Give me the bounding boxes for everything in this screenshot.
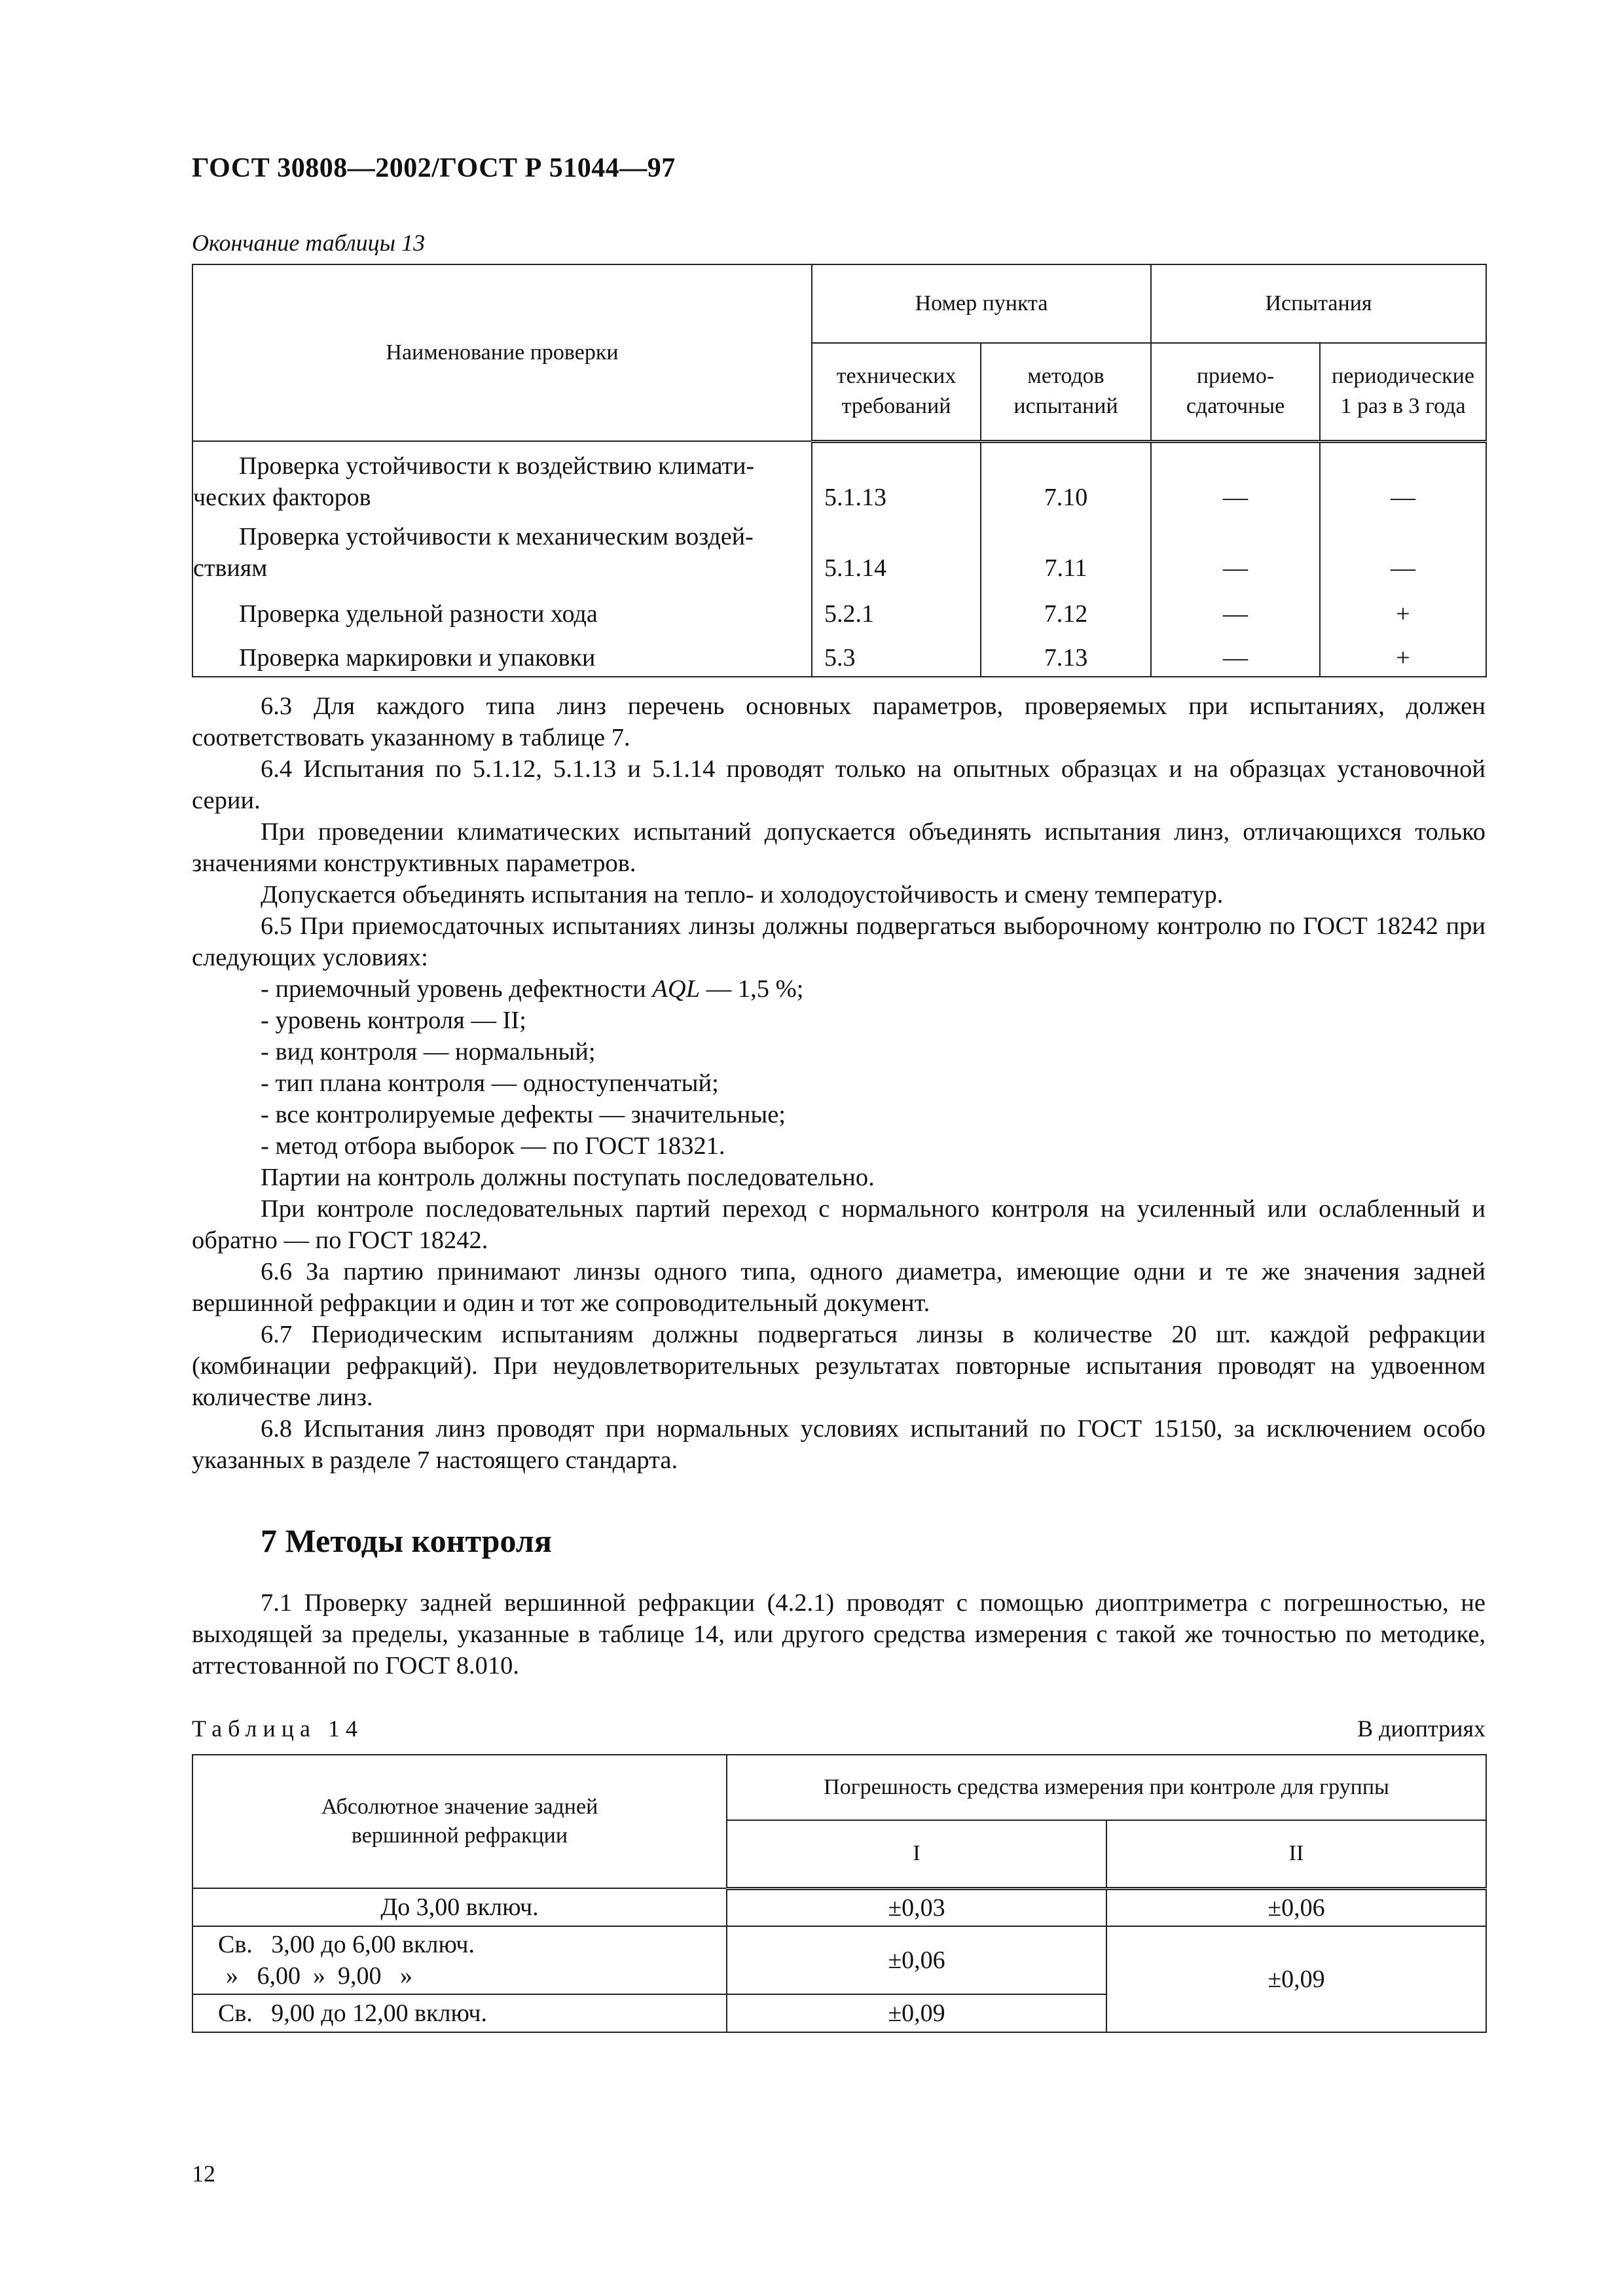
paragraph-6-4-b: При проведении климатических испытаний допускается объединять испытания линз, отличающихся только значениями конструктивных параметров. bbox=[192, 818, 1486, 877]
paragraph-6-5-b: Партии на контроль должны поступать последовательно. bbox=[261, 1164, 875, 1191]
table-row: Проверка устойчивости к механическим воздей-ствиям 5.1.14 7.11 — — bbox=[192, 513, 1486, 584]
page-number: 12 bbox=[192, 2161, 215, 2187]
table-13 bbox=[192, 264, 1487, 677]
table-row: Св. 3,00 до 6,00 включ. » 6,00 » 9,00 » ±0,06 ±0,09 bbox=[192, 1926, 1486, 1994]
paragraph-6-7: 6.7 Периодическим испытаниям должны подвергаться линзы в количестве 20 шт. каждой рефракции (комбинации рефракций). При неудовлетворительных результатах повторные испытания проводят на удвоенном количестве линз. bbox=[192, 1321, 1486, 1411]
list-item: - приемочный уровень дефектности AQL — 1,5 %; bbox=[261, 975, 804, 1003]
table-14 bbox=[192, 1754, 1487, 2033]
header-periodic: периодические 1 раз в 3 года bbox=[1320, 343, 1486, 441]
header-tech-req: технических требований bbox=[812, 343, 981, 441]
list-item: - метод отбора выборок — по ГОСТ 18321. bbox=[261, 1132, 725, 1160]
header-check-name: Наименование проверки bbox=[192, 264, 812, 441]
header-abs-refraction: Абсолютное значение задней вершинной рефракции bbox=[192, 1755, 727, 1888]
list-item: - уровень контроля — II; bbox=[261, 1007, 526, 1034]
header-test-methods: методов испытаний bbox=[981, 343, 1151, 441]
table-row: Проверка устойчивости к воздействию климати-ческих факторов 5.1.13 7.10 — — bbox=[192, 441, 1486, 513]
header-tests: Испытания bbox=[1151, 264, 1486, 343]
list-item: - тип плана контроля — одноступенчатый; bbox=[261, 1069, 719, 1097]
header-group-2: II bbox=[1106, 1820, 1486, 1888]
table-row: Св. 9,00 до 12,00 включ. ±0,09 bbox=[192, 1994, 1486, 2032]
table14-label: Таблица 14 bbox=[192, 1715, 363, 1742]
list-item: - вид контроля — нормальный; bbox=[261, 1038, 596, 1066]
table-row: Проверка маркировки и упаковки 5.3 7.13 — + bbox=[192, 630, 1486, 677]
paragraph-6-5-c: При контроле последовательных партий переход с нормального контроля на усиленный или ослабленный и обратно — по ГОСТ 18242. bbox=[192, 1195, 1486, 1254]
table-row: До 3,00 включ. ±0,03 ±0,06 bbox=[192, 1888, 1486, 1926]
header-acceptance: приемо- сдаточные bbox=[1151, 343, 1320, 441]
table13-caption: Окончание таблицы 13 bbox=[192, 230, 426, 256]
paragraph-6-4-c: Допускается объединять испытания на тепло- и холодоустойчивость и смену температур. bbox=[261, 881, 1224, 908]
paragraph-7-1: 7.1 Проверку задней вершинной рефракции (4.2.1) проводят с помощью диоптриметра с погрешностью, не выходящей за пределы, указанные в таблице 14, или другого средства измерения с такой же точностью по методике, аттестованной по ГОСТ 8.010. bbox=[192, 1589, 1486, 1679]
paragraph-6-3: 6.3 Для каждого типа линз перечень основных параметров, проверяемых при испытаниях, должен соответствовать указанному в таблице 7. bbox=[192, 692, 1486, 751]
section-heading: 7 Методы контроля bbox=[261, 1522, 552, 1559]
paragraph-6-4: 6.4 Испытания по 5.1.12, 5.1.13 и 5.1.14 проводят только на опытных образцах и на образцах установочной серии. bbox=[192, 755, 1486, 814]
table-row: Проверка удельной разности хода 5.2.1 7.12 — + bbox=[192, 584, 1486, 630]
paragraph-6-6: 6.6 За партию принимают линзы одного типа, одного диаметра, имеющие одни и те же значения задней вершинной рефракции и один и тот же сопроводительный документ. bbox=[192, 1258, 1486, 1317]
paragraph-6-5: 6.5 При приемосдаточных испытаниях линзы должны подвергаться выборочному контролю по ГОСТ 18242 при следующих условиях: bbox=[192, 912, 1486, 971]
header-instrument-error: Погрешность средства измерения при контроле для группы bbox=[727, 1755, 1486, 1820]
header-clause-number: Номер пункта bbox=[812, 264, 1151, 343]
section-7-text bbox=[192, 1587, 1486, 1681]
body-text bbox=[192, 691, 1486, 1476]
document-header: ГОСТ 30808—2002/ГОСТ Р 51044—97 bbox=[192, 153, 676, 183]
paragraph-6-8: 6.8 Испытания линз проводят при нормальных условиях испытаний по ГОСТ 15150, за исключением особо указанных в разделе 7 настоящего стандарта. bbox=[192, 1415, 1486, 1474]
header-group-1: I bbox=[727, 1820, 1106, 1888]
list-item: - все контролируемые дефекты — значительные; bbox=[261, 1101, 786, 1128]
table14-unit: В диоптриях bbox=[1357, 1715, 1486, 1742]
